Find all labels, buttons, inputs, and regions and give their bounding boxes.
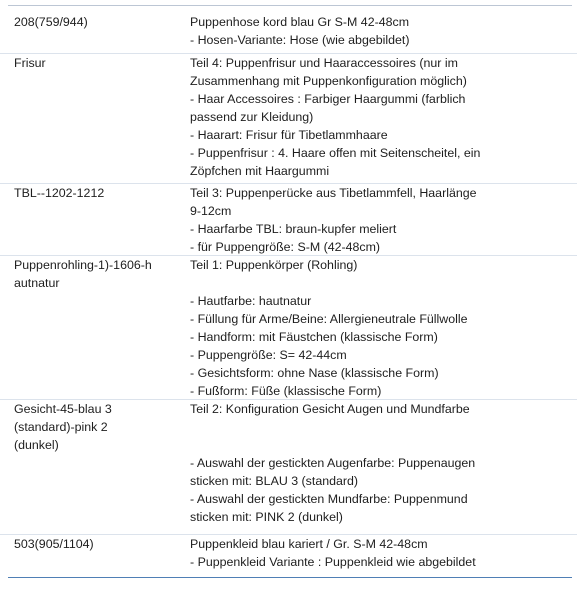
description-line: Puppenkleid blau kariert / Gr. S-M 42-48cm (190, 537, 428, 551)
article-code-line: 208(759/944) (14, 15, 88, 29)
description-line: Teil 2: Konfiguration Gesicht Augen und Mundfarbe (190, 402, 470, 416)
description-line: Teil 1: Puppenkörper (Rohling) (190, 258, 358, 272)
description-cell (190, 535, 570, 571)
table-row (0, 399, 577, 535)
table-row (0, 534, 577, 575)
article-code-cell (14, 256, 184, 292)
description-line: - Füllung für Arme/Beine: Allergieneutrale Füllwolle (190, 312, 468, 326)
description-line: - Puppengröße: S= 42-44cm (190, 348, 347, 362)
description-line: - Hautfarbe: hautnatur (190, 294, 312, 308)
description-line: - Gesichtsform: ohne Nase (klassische Form) (190, 366, 439, 380)
description-line: - für Puppengröße: S-M (42-48cm) (190, 240, 381, 254)
description-line: - Puppenkleid Variante : Puppenkleid wie abgebildet (190, 555, 476, 569)
description-line: - Haarart: Frisur für Tibetlammhaare (190, 128, 388, 142)
article-code-cell (14, 535, 184, 553)
article-code-line: Gesicht-45-blau 3 (14, 402, 112, 416)
article-code-line: 503(905/1104) (14, 537, 94, 551)
article-code-cell (14, 184, 184, 202)
description-line: sticken mit: BLAU 3 (standard) (190, 474, 359, 488)
article-code-line: (dunkel) (14, 438, 59, 452)
description-line: - Puppenfrisur : 4. Haare offen mit Seitenscheitel, ein (190, 146, 481, 160)
table-bottom-rule (8, 577, 572, 578)
blank-line (190, 418, 570, 436)
table-row (0, 255, 577, 400)
article-code-line: Frisur (14, 56, 46, 70)
article-code-line: Puppenrohling-1)-1606-h (14, 258, 152, 272)
description-line: passend zur Kleidung) (190, 110, 314, 124)
description-cell (190, 400, 570, 526)
description-line: 9-12cm (190, 204, 232, 218)
article-code-cell (14, 13, 184, 31)
blank-line (190, 436, 570, 454)
description-line: - Auswahl der gestickten Mundfarbe: Puppenmund (190, 492, 468, 506)
table-row (0, 53, 577, 184)
description-line: Zusammenhang mit Puppenkonfiguration möglich) (190, 74, 467, 88)
description-line: Puppenhose kord blau Gr S-M 42-48cm (190, 15, 410, 29)
description-cell (190, 13, 570, 49)
description-line: sticken mit: PINK 2 (dunkel) (190, 510, 343, 524)
description-line: - Handform: mit Fäustchen (klassische Form) (190, 330, 438, 344)
description-cell (190, 54, 570, 180)
blank-line (190, 274, 570, 292)
description-line: - Fußform: Füße (klassische Form) (190, 384, 382, 398)
description-line: - Hosen-Variante: Hose (wie abgebildet) (190, 33, 410, 47)
description-line: - Auswahl der gestickten Augenfarbe: Puppenaugen (190, 456, 476, 470)
table-top-rule (8, 5, 572, 6)
article-code-line: autnatur (14, 276, 60, 290)
description-line: - Haarfarbe TBL: braun-kupfer meliert (190, 222, 397, 236)
description-line: Teil 3: Puppenperücke aus Tibetlammfell, Haarlänge (190, 186, 477, 200)
description-line: - Haar Accessoires : Farbiger Haargummi (farblich (190, 92, 466, 106)
description-cell (190, 184, 570, 256)
article-code-cell (14, 54, 184, 72)
table-row (0, 13, 577, 53)
description-line: Zöpfchen mit Haargummi (190, 164, 330, 178)
article-code-line: TBL--1202-1212 (14, 186, 105, 200)
article-code-line: (standard)-pink 2 (14, 420, 108, 434)
article-code-cell (14, 400, 184, 454)
description-cell (190, 256, 570, 400)
description-line: Teil 4: Puppenfrisur und Haaraccessoires (nur im (190, 56, 458, 70)
table-row (0, 183, 577, 256)
